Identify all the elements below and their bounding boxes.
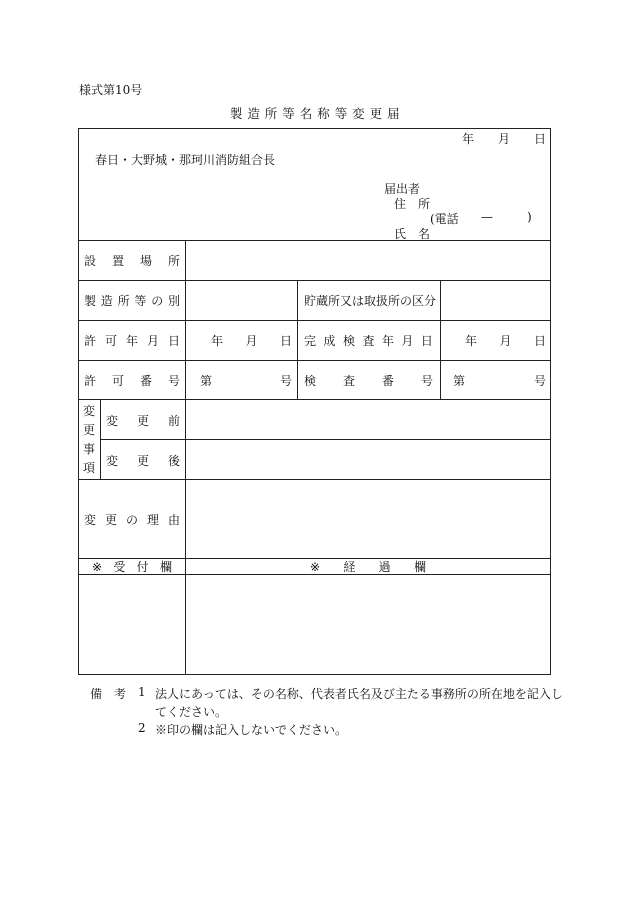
column-divider	[185, 240, 186, 675]
row-divider	[78, 479, 551, 480]
day-label: 日	[533, 131, 546, 146]
table-border-top	[78, 128, 551, 129]
name-label: 氏 名	[394, 227, 431, 241]
before-change-field[interactable]	[187, 401, 549, 438]
installation-place-label: 設 置 場 所	[84, 253, 180, 268]
progress-column-header: ※ 経 過 欄	[310, 559, 426, 574]
change-reason-label: 変 更 の 理 由	[84, 512, 180, 527]
row-divider	[100, 439, 551, 440]
submission-date[interactable]	[462, 130, 546, 146]
table-border-right	[550, 128, 551, 675]
row-divider	[78, 280, 551, 281]
before-change-label: 変 更 前	[106, 413, 180, 428]
table-border-bottom	[78, 674, 551, 675]
row-divider	[78, 399, 551, 400]
completion-inspection-date-field[interactable]: 年 月 日	[465, 333, 546, 348]
note-1-text: 法人にあっては、その名称、代表者氏名及び主たる事務所の所在地を記入し	[155, 687, 563, 701]
reception-column-header: ※ 受 付 欄	[92, 559, 172, 574]
storage-handling-class-field[interactable]	[442, 282, 549, 319]
phone-close: )	[527, 210, 532, 224]
installation-place-field[interactable]	[187, 242, 549, 279]
row-divider	[78, 360, 551, 361]
after-change-label: 変 更 後	[106, 453, 180, 468]
facility-type-field[interactable]	[187, 282, 296, 319]
storage-handling-class-label: 貯蔵所又は取扱所の区分	[304, 294, 437, 308]
notes-label: 備 考	[90, 687, 127, 701]
inspection-number-field[interactable]: 第 号	[453, 373, 546, 388]
form-title: 製 造 所 等 名 称 等 変 更 届	[229, 106, 401, 121]
after-change-field[interactable]	[187, 441, 549, 478]
year-label: 年	[462, 131, 475, 146]
progress-area	[187, 576, 549, 673]
reception-area	[80, 576, 184, 673]
month-label: 月	[497, 131, 510, 146]
column-divider	[100, 399, 101, 480]
inspection-number-label: 検 査 番 号	[304, 373, 433, 388]
form-number: 様式第10号	[79, 83, 143, 97]
permit-date-label: 許 可 年 月 日	[84, 333, 180, 348]
permit-number-label: 許 可 番 号	[84, 373, 180, 388]
note-1-text-cont: てください。	[155, 705, 228, 719]
table-border-left	[78, 128, 79, 675]
row-divider	[78, 240, 551, 241]
row-divider	[78, 320, 551, 321]
row-divider	[78, 574, 551, 575]
column-divider	[297, 280, 298, 400]
change-items-label: 変 更 事 項	[82, 404, 95, 475]
column-divider	[440, 280, 441, 400]
phone-dash: —	[481, 210, 493, 224]
permit-date-field[interactable]: 年 月 日	[211, 333, 292, 348]
completion-inspection-date-label: 完 成 検 査 年 月 日	[304, 333, 433, 348]
permit-number-field[interactable]: 第 号	[200, 373, 292, 388]
note-1-number: 1	[138, 685, 146, 699]
phone-label: (電話	[430, 212, 459, 226]
address-label: 住 所	[394, 197, 431, 211]
note-2-number: 2	[138, 721, 146, 735]
note-2-text: ※印の欄は記入しないでください。	[155, 723, 348, 737]
change-reason-field[interactable]	[187, 481, 549, 557]
addressee: 春日・大野城・那珂川消防組合長	[95, 153, 276, 167]
facility-type-label: 製 造 所 等 の 別	[84, 293, 180, 308]
applicant-label: 届出者	[384, 182, 421, 196]
